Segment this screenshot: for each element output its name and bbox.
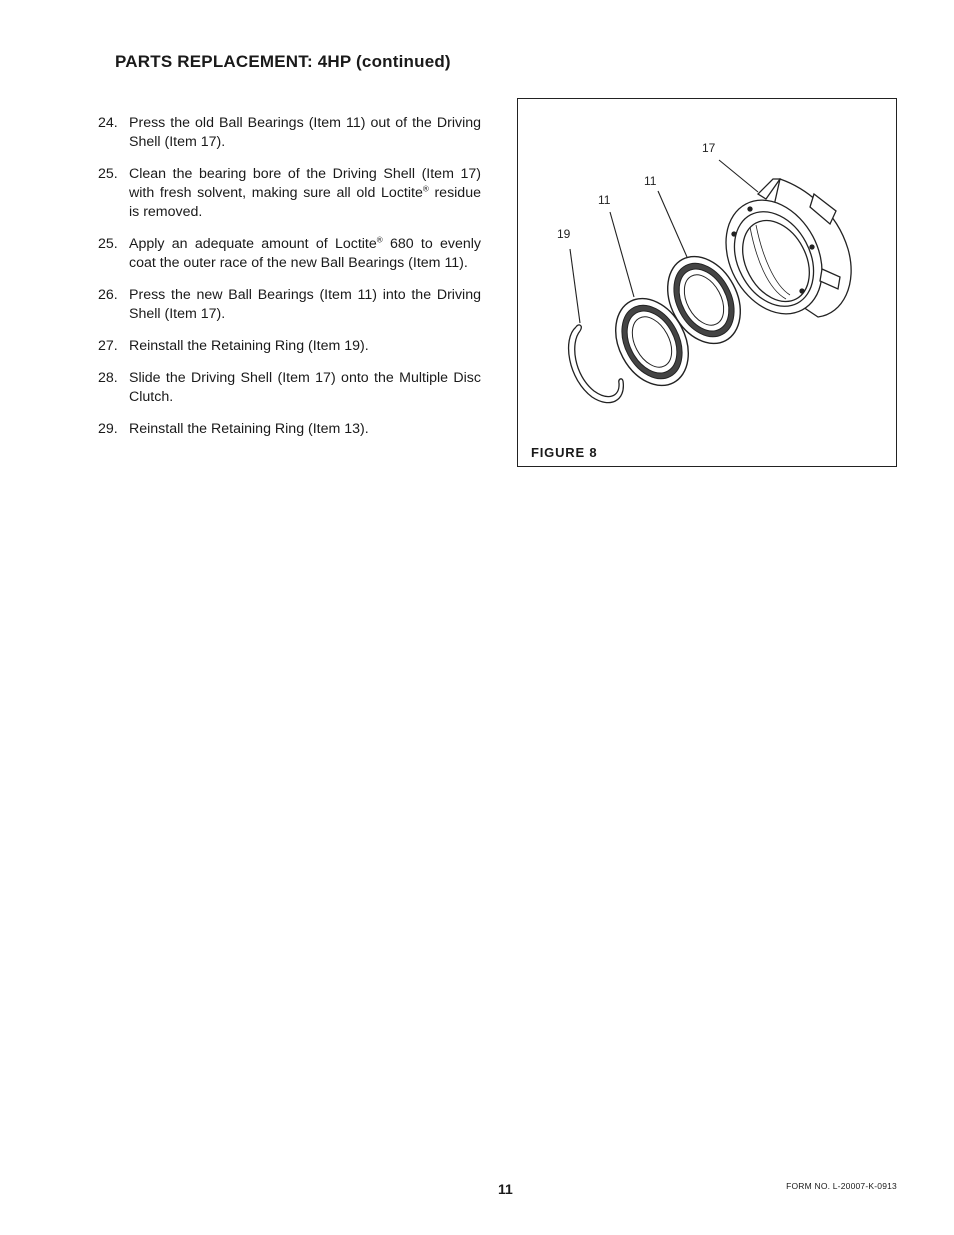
instruction-list [98,114,481,452]
callout-11-right: 11 [644,174,657,188]
form-number: FORM NO. L-20007-K-0913 [786,1181,897,1191]
list-item [98,369,481,407]
step-text: Clean the bearing bore of the Driving Shell (Item 17) with fresh solvent, making sure all old Loctite® residue is removed. [129,166,481,220]
step-text: Press the old Ball Bearings (Item 11) out of the Driving Shell (Item 17). [129,115,481,150]
list-item [98,420,481,439]
exploded-view-illustration [518,99,898,468]
step-text: Press the new Ball Bearings (Item 11) into the Driving Shell (Item 17). [129,287,481,322]
step-number: 28. [98,370,118,386]
list-item [98,235,481,273]
step-number: 29. [98,421,118,437]
callout-19: 19 [557,227,571,241]
step-number: 25. [98,166,118,182]
figure-caption: FIGURE 8 [531,445,598,460]
page-number: 11 [498,1181,513,1197]
step-text: Apply an adequate amount of Loctite® 680 to evenly coat the outer race of the new Ball Bearings (Item 11). [129,235,482,271]
list-item [98,337,481,356]
page-title: PARTS REPLACEMENT: 4HP (continued) [115,52,451,71]
step-text: Reinstall the Retaining Ring (Item 19). [129,338,369,354]
figure-box [517,98,897,467]
step-text: Slide the Driving Shell (Item 17) onto the Multiple Disc Clutch. [129,370,481,405]
step-number: 27. [98,338,118,354]
callout-11-left: 11 [598,193,611,207]
callout-17: 17 [702,141,716,155]
step-number: 26. [98,287,118,303]
list-item [98,165,481,222]
list-item [98,114,481,152]
step-text: Reinstall the Retaining Ring (Item 13). [129,421,369,437]
step-number: 25. [98,236,118,252]
list-item [98,286,481,324]
retaining-ring-drawing [569,325,624,403]
step-number: 24. [98,115,118,131]
